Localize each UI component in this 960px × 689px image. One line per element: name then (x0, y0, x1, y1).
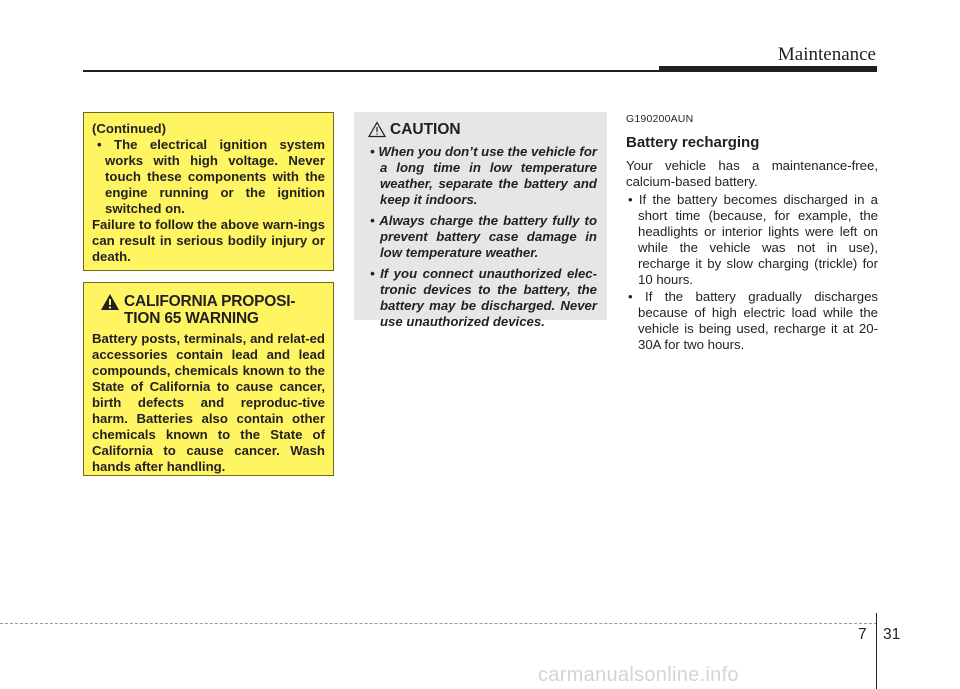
footer-rule (0, 623, 877, 624)
continued-bullet: • The electrical ignition system works with high voltage. Never touch these components with the engine running or the ignition switched on. (97, 137, 326, 216)
recharging-bullet-text: If the battery becomes discharged in a short time (because, for example, the headlights or interior lights were left on while the vehicle was not in use), recharge it by slow charging (trickle) for 10 hours. (638, 192, 878, 287)
recharging-bullet: • If the battery gradually discharges because of high electric load while the vehicle is being used, recharge it at 20-30A for two hours. (628, 289, 878, 352)
header-rule (83, 70, 659, 72)
california-warning-title (92, 293, 325, 327)
battery-recharging-title: Battery recharging (626, 134, 760, 151)
battery-recharging-section (626, 111, 878, 353)
caution-item: • Always charge the battery fully to prevent battery case damage in low temperature weather. (370, 213, 598, 260)
caution-title: CAUTION (390, 121, 461, 138)
recharging-bullet: • If the battery becomes discharged in a short time (because, for example, the headlights or interior lights were left on while the vehicle was not in use), recharge it by slow charging (trickle) for 10 hours. (628, 192, 878, 287)
caution-heading (368, 122, 597, 138)
continued-tail: Failure to follow the above warn-ings can result in serious bodily injury or death. (92, 217, 325, 264)
recharging-bullet-text: If the battery gradually discharges because of high electric load while the vehicle is being used, recharge it at 20-30A for two hours. (638, 289, 878, 352)
california-warning-box (83, 282, 334, 476)
caution-item-text: When you don’t use the vehicle for a long time in low temperature weather, separate the battery and keep it indoors. (378, 144, 598, 207)
california-title-line2: TION 65 WARNING (124, 310, 259, 327)
caution-item-text: If you connect unauthorized elec-tronic devices to the battery, the battery may be discharged. Never use unauthorized devices. (380, 266, 598, 329)
continued-bullet-text: The electrical ignition system works with high voltage. Never touch these components with the engine running or the ignition switched on. (105, 137, 326, 216)
section-title-header: Maintenance (777, 44, 876, 65)
recharging-intro: Your vehicle has a maintenance-free, calcium-based battery. (626, 158, 878, 189)
warning-continued-box (83, 112, 334, 271)
caution-box (354, 112, 607, 329)
continued-heading: (Continued) (92, 121, 166, 136)
caution-triangle-icon (368, 121, 386, 142)
page-number: 31 (883, 626, 901, 643)
header-rule-thick (659, 66, 877, 72)
california-title-line1: CALIFORNIA PROPOSI- (124, 293, 296, 310)
chapter-number: 7 (858, 626, 867, 643)
caution-item: • When you don’t use the vehicle for a long time in low temperature weather, separate the battery and keep it indoors. (370, 144, 598, 207)
watermark-text: carmanualsonline.info (538, 664, 739, 686)
caution-item: • If you connect unauthorized elec-tronic devices to the battery, the battery may be discharged. Never use unauthorized devices. (370, 266, 598, 329)
footer-divider (876, 613, 877, 689)
caution-item-text: Always charge the battery fully to prevent battery case damage in low temperature weather. (379, 213, 598, 260)
section-code: G190200AUN (626, 113, 694, 125)
california-warning-body: Battery posts, terminals, and relat-ed accessories contain lead and lead compounds, chemicals known to the State of California to cause cancer, birth defects and reproduc-tive harm. Batteries also contain other chemicals known to the State of California to cause cancer. Wash hands after handling. (92, 331, 325, 474)
warning-triangle-icon (100, 293, 120, 315)
